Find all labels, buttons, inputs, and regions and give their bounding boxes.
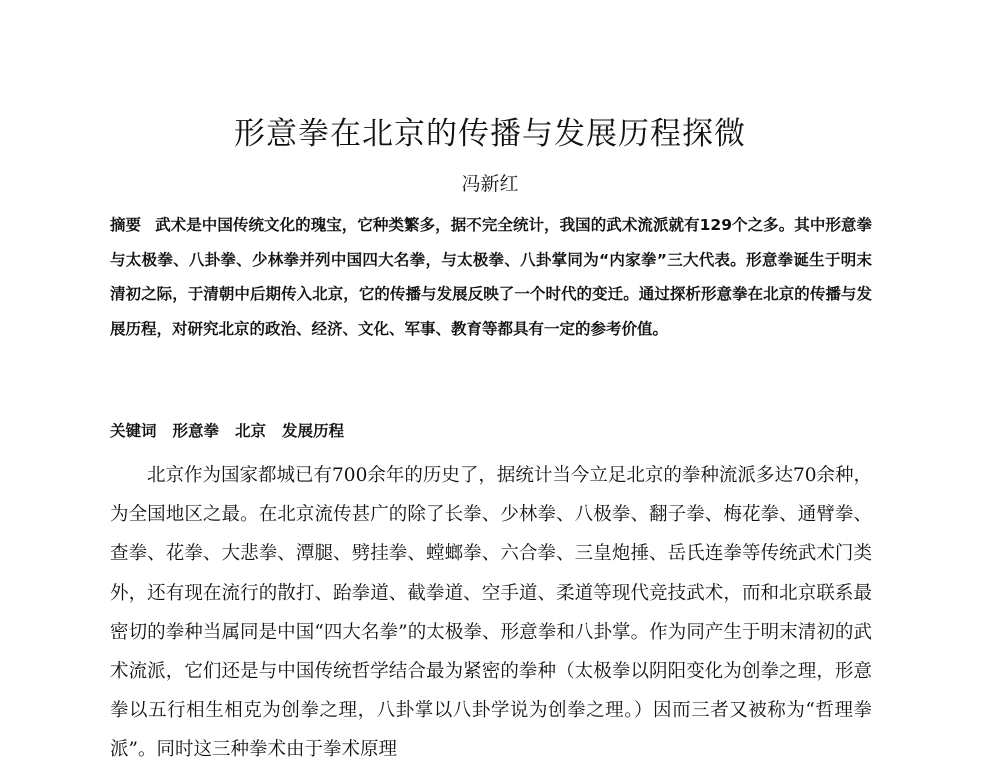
abstract-label: 摘要 bbox=[110, 216, 142, 234]
body-paragraph: 北京作为国家都城已有700余年的历史了，据统计当今立足北京的拳种流派多达70余种，为全国地区之最。在北京流传甚广的除了长拳、少林拳、八极拳、翻子拳、梅花拳、通臂拳、查拳、花拳、大悲拳、潭腿、劈挂拳、螳螂拳、六合拳、三皇炮捶、岳氏连拳等传统武术门类外，还有现在流行的散打、跆拳道、截拳道、空手道、柔道等现代竞技武术，而和北京联系最密切的拳种当属同是中国“四大名拳”的太极拳、形意拳和八卦掌。作为同产生于明末清初的武术流派，它们还是与中国传统哲学结合最为紧密的拳种（太极拳以阴阳变化为创拳之理，形意拳以五行相生相克为创拳之理，八卦掌以八卦学说为创拳之理。）因而三者又被称为“哲理拳派”。同时这三种拳术由于拳术原理 bbox=[110, 465, 872, 760]
paper-title: 形意拳在北京的传播与发展历程探微 bbox=[234, 116, 746, 152]
abstract-text: 武术是中国传统文化的瑰宝，它种类繁多，据不完全统计，我国的武术流派就有129个之多。其中形意拳与太极拳、八卦拳、少林拳并列中国四大名拳，与太极拳、八卦掌同为“内家拳”三大代表。形意拳诞生于明末清初之际，于清朝中后期传入北京，它的传播与发展反映了一个时代的变迁。通过探析形意拳在北京的传播与发展历程，对研究北京的政治、经济、文化、军事、教育等都具有一定的参考价值。 bbox=[110, 216, 872, 338]
keyword-item: 发展历程 bbox=[282, 422, 345, 440]
keywords-block bbox=[110, 416, 872, 446]
keyword-item: 形意拳 bbox=[172, 422, 220, 440]
keywords-label: 关键词 bbox=[110, 422, 157, 440]
author-name: 冯新红 bbox=[461, 173, 519, 195]
abstract-block bbox=[110, 208, 872, 346]
keyword-item: 北京 bbox=[235, 422, 267, 440]
